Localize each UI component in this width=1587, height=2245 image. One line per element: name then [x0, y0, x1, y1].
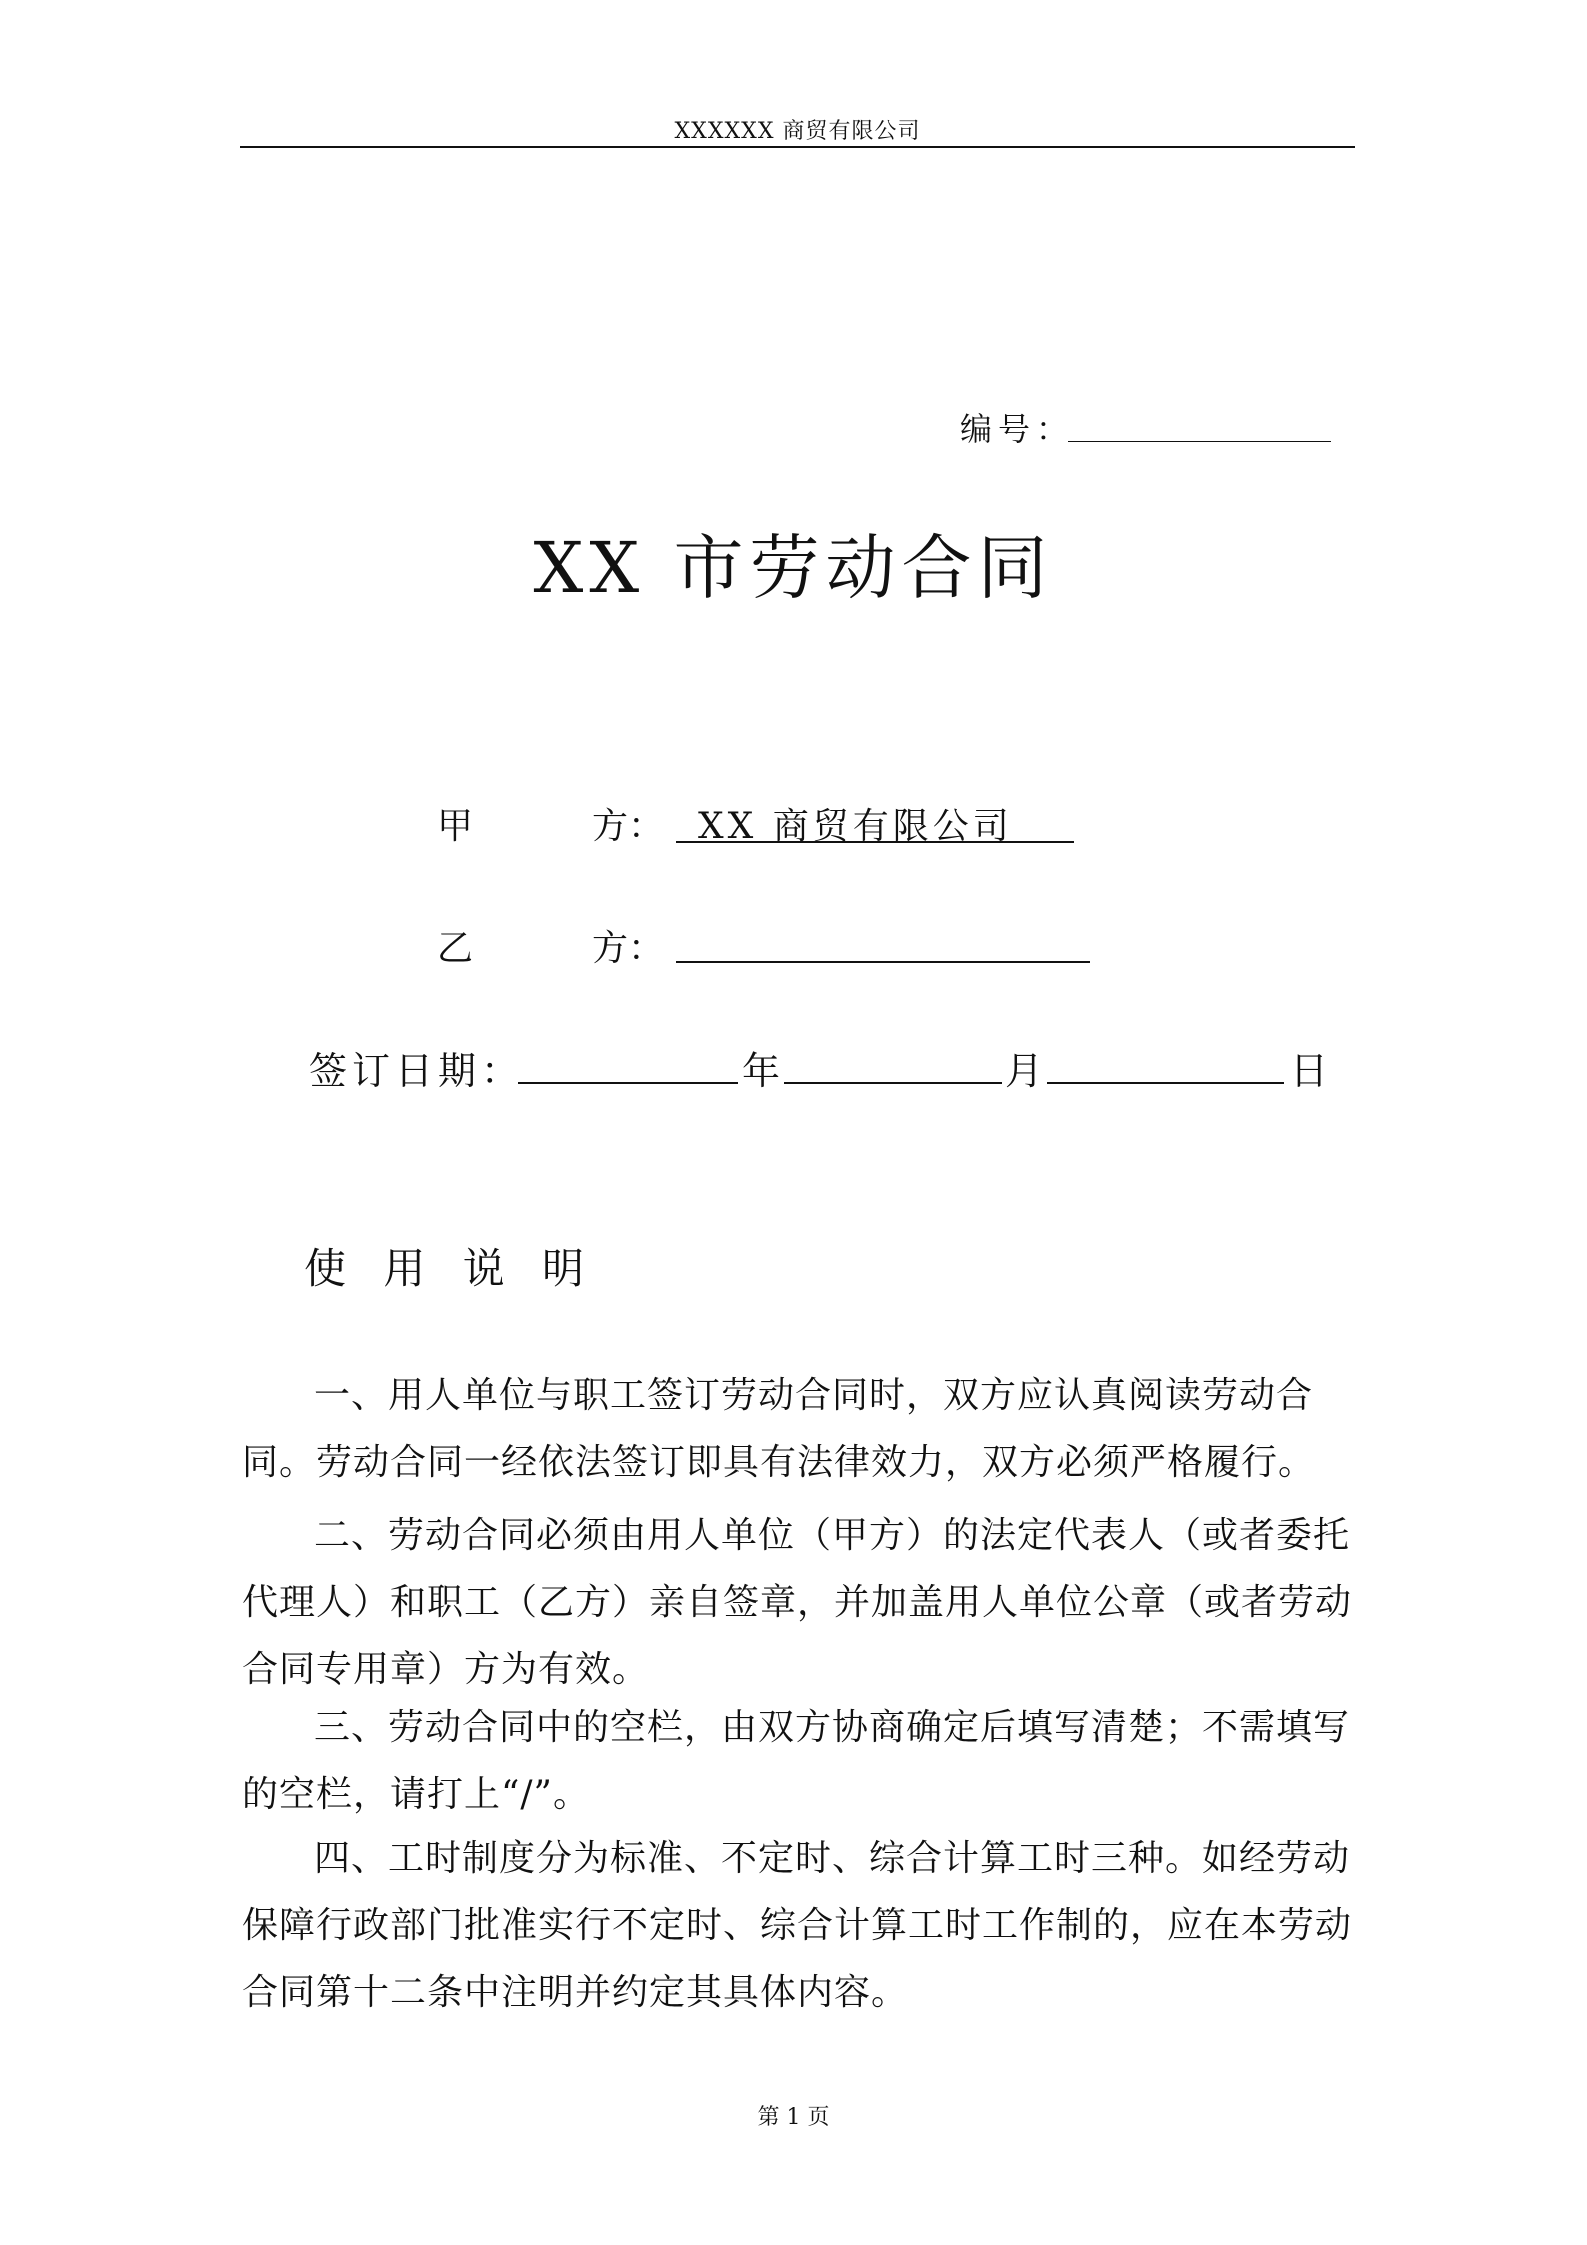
sign-date-label: 签订日期：: [309, 1049, 525, 1093]
serial-number-label: 编号：: [960, 410, 1075, 448]
party-a-label-char: 甲: [437, 806, 474, 847]
page-number: 第 1 页: [757, 2105, 830, 2130]
serial-number-field[interactable]: [1068, 441, 1331, 442]
party-b-field[interactable]: [676, 961, 1090, 963]
document-title: XX 市劳动合同: [533, 527, 1054, 609]
sign-month-unit: 月: [1005, 1049, 1044, 1093]
instruction-paragraph-4: 四、工时制度分为标准、不定时、综合计算工时三种。如经劳动保障行政部门批准实行不定时、综合计算工时工作制的，应在本劳动合同第十二条中注明并约定其具体内容。: [242, 1838, 1353, 2013]
sign-day-field[interactable]: [1047, 1082, 1284, 1084]
party-b-label-char: 乙: [437, 928, 474, 969]
party-a-label-suffix: 方：: [592, 806, 665, 847]
instruction-paragraph-1: 一、用人单位与职工签订劳动合同时，双方应认真阅读劳动合同。劳动合同一经依法签订即具有法律效力，双方必须严格履行。: [242, 1375, 1316, 1483]
running-header: XXXXXX 商贸有限公司: [674, 119, 921, 144]
sign-month-field[interactable]: [784, 1082, 1002, 1084]
sign-year-unit: 年: [742, 1049, 781, 1093]
instructions-heading: 使 用 说 明: [304, 1244, 597, 1293]
sign-year-field[interactable]: [518, 1082, 738, 1084]
party-a-value: XX 商贸有限公司: [698, 806, 1013, 847]
header-rule: [240, 146, 1355, 148]
party-a-field[interactable]: [676, 841, 1074, 843]
instruction-paragraph-3: 三、劳动合同中的空栏，由双方协商确定后填写清楚；不需填写的空栏，请打上“/”。: [242, 1707, 1351, 1815]
sign-day-unit: 日: [1290, 1049, 1329, 1093]
instruction-paragraph-2: 二、劳动合同必须由用人单位（甲方）的法定代表人（或者委托代理人）和职工（乙方）亲自签章，并加盖用人单位公章（或者劳动合同专用章）方为有效。: [242, 1515, 1353, 1690]
party-b-label-suffix: 方：: [592, 928, 665, 969]
